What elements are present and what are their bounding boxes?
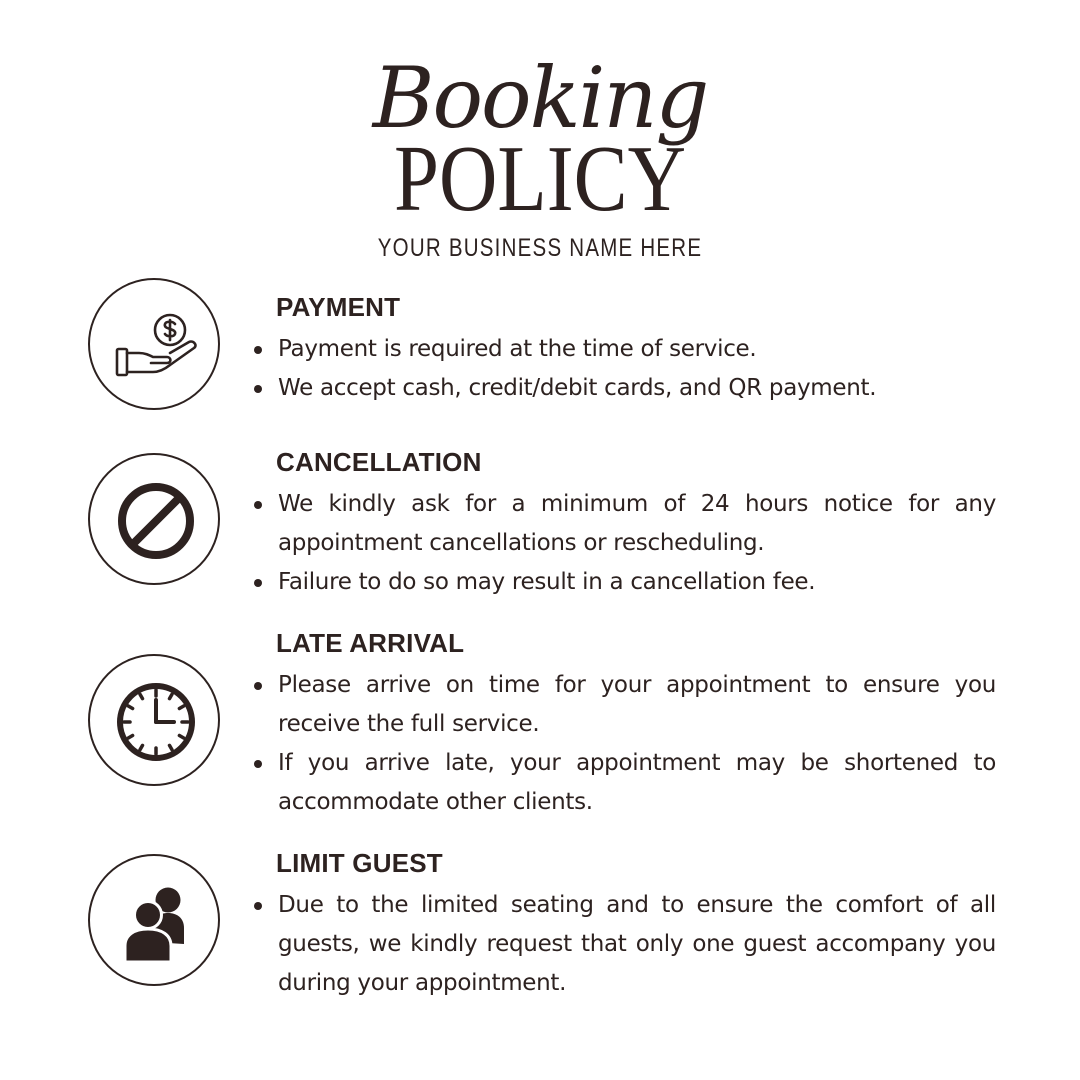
limit-guest-icon-badge: [88, 854, 220, 986]
header: [0, 49, 1080, 263]
section-cancellation: [248, 447, 996, 602]
script-title: Booking: [372, 49, 708, 147]
bullet-item: Please arrive on time for your appointment to ensure you receive the full service.: [248, 666, 996, 744]
late-arrival-icon-badge: [88, 654, 220, 786]
bullet-item: Due to the limited seating and to ensure the comfort of all guests, we kindly request that only one guest accompany you during your appointment.: [248, 886, 996, 1003]
bullet-item: We accept cash, credit/debit cards, and QR payment.: [248, 369, 996, 408]
clock-icon: [90, 656, 222, 788]
section-title: LIMIT GUEST: [276, 848, 443, 878]
page-title: POLICY: [394, 127, 686, 231]
section-payment: [248, 292, 996, 408]
hand-coin-icon: [90, 280, 222, 412]
bullet-item: Payment is required at the time of service.: [248, 330, 996, 369]
bullet-item: We kindly ask for a minimum of 24 hours notice for any appointment cancellations or rescheduling.: [248, 485, 996, 563]
bullet-list: [248, 330, 996, 408]
bullet-list: [248, 485, 996, 602]
prohibited-icon: [90, 455, 222, 587]
cancellation-icon-badge: [88, 453, 220, 585]
business-name: YOUR BUSINESS NAME HERE: [377, 234, 703, 262]
bullet-item: If you arrive late, your appointment may be shortened to accommodate other clients.: [248, 744, 996, 822]
section-title: LATE ARRIVAL: [276, 628, 465, 658]
section-title: PAYMENT: [276, 292, 401, 322]
section-late-arrival: [248, 628, 996, 822]
section-limit-guest: [248, 848, 996, 1003]
bullet-list: [248, 666, 996, 822]
bullet-item: Failure to do so may result in a cancellation fee.: [248, 563, 996, 602]
payment-icon-badge: [88, 278, 220, 410]
bullet-list: [248, 886, 996, 1003]
users-icon: [90, 856, 222, 988]
section-title: CANCELLATION: [276, 447, 482, 477]
